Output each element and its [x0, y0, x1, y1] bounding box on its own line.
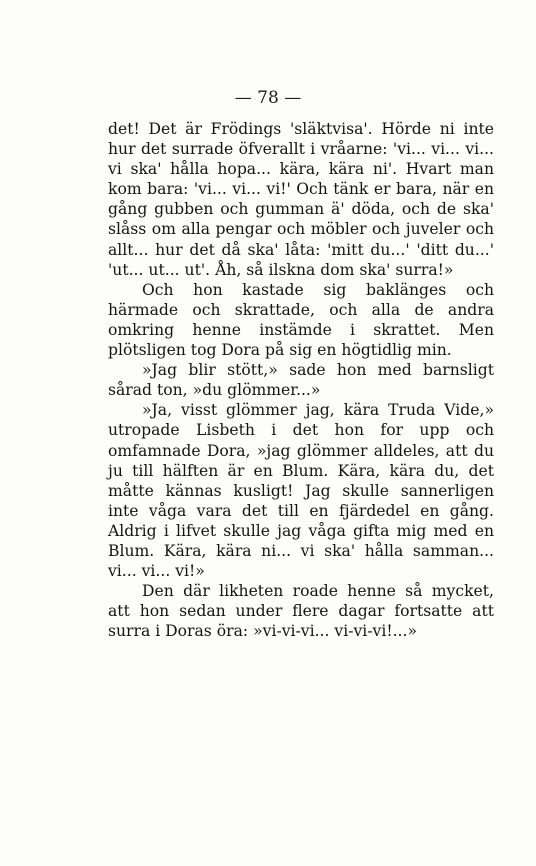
page-number: — 78 — [234, 88, 302, 108]
paragraph-5: Den där likheten roade henne så mycket, att hon sedan under flere dagar fortsatte att surra i Doras öra: »vi-vi-vi... vi-vi-vi!...» [108, 582, 494, 641]
paragraph-3: »Jag blir stött,» sade hon med barnsligt sårad ton, »du glömmer...» [108, 361, 494, 400]
paragraph-2: Och hon kastade sig baklänges och härmade och skrattade, och alla de andra omkring henne instämde i skrattet. Men plötsligen tog Dora på sig en högtidlig min. [108, 280, 494, 360]
paragraph-1: det! Det är Frödings 'släktvisa'. Hörde ni inte hur det surrade öfverallt i vråarne: 'vi... vi... vi... vi ska' hålla hopa... kära, kära ni'. Hvart man kom bara: 'vi... vi... vi!' Och tänk er bara, när en gång gubben och gumman ä' döda, och de ska' slåss om alla pengar och möbler och juveler och allt... hur det då ska' låta: 'mitt du...' 'ditt du...' 'ut... ut... ut'. Åh, så ilskna dom ska' surra!» [108, 120, 494, 279]
paragraph-4: »Ja, visst glömmer jag, kära Truda Vide,» utropade Lisbeth i det hon for upp och omfamnade Dora, »jag glömmer alldeles, att du ju till hälften är en Blum. Kära, kära du, det måtte kännas kusligt! Jag skulle sannerligen inte våga vara det till en fjärdedel en gång. Aldrig i lifvet skulle jag våga gifta mig med en Blum. Kära, kära ni... vi ska' hålla samman... vi... vi... vi!» [108, 401, 494, 581]
body-text [108, 119, 494, 641]
